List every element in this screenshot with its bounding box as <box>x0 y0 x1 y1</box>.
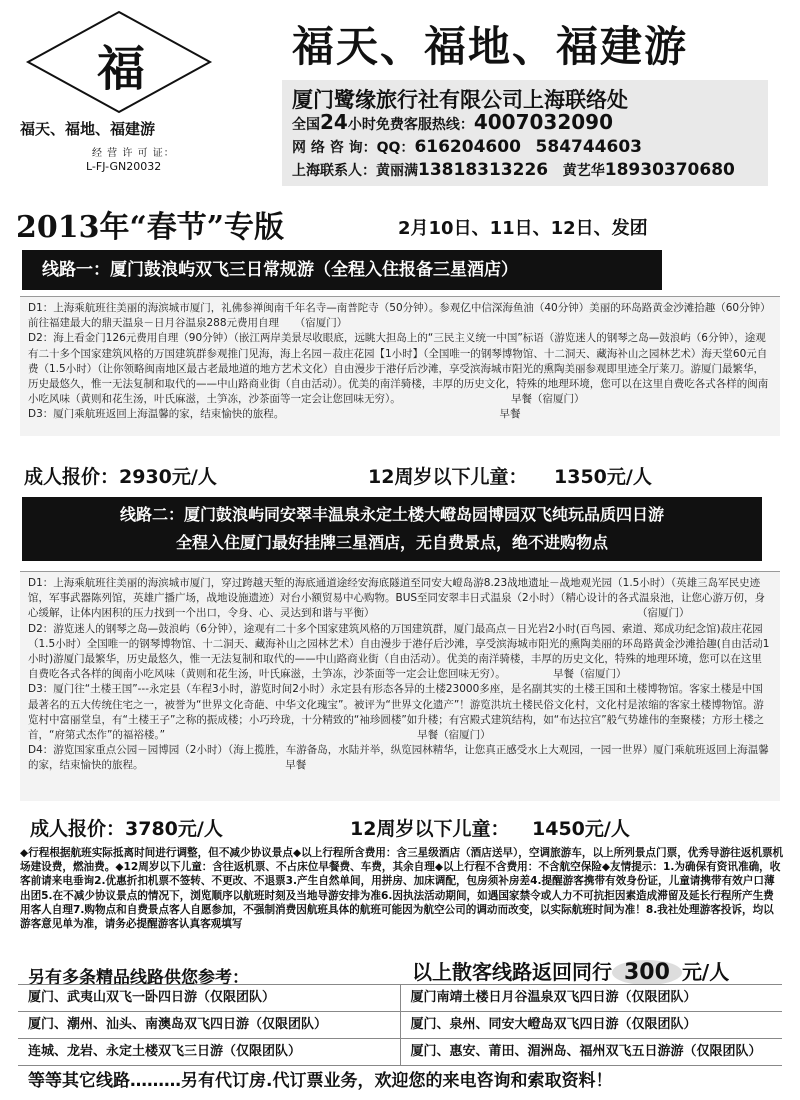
terms-notes: ◆行程根据航班实际抵离时间进行调整，但不减少协议景点◆以上行程所含费用：含三星级酒店（酒店送早），空调旅游车，以上所列景点门票，优秀导游往返机票机场建设费，燃油费。◆12周岁以下儿童：含往返机票、不占床位早餐费、车费，其余自理◆以上行程不含费用：不含航空保险◆友情提示：1.为确保有资讯准确，收客前请来电垂询2.优惠折扣机票不签转、不更改、不退票3.产生自然单间，用拼房、加床调配，包房须补房差4.提醒游客携带有效身份证，儿童请携带有效户口薄出团5.在不减少协议景点的情况下，浏览顺序以航班时刻及当地导游安排为准6.因执法活动期间，如遇国家禁令或人力不可抗拒因素造成滞留及延长行程所产生费用客人自理7.购物点和自费景点客人自愿参加，不强制消费因航班具体的航班可能因为航空公司的调动而改变，以实际航班时间为准！8.我社处理游客投诉，均以游客意见单为准，请务必提醒游客认真客观填写 <box>20 847 784 931</box>
table-row <box>18 1039 782 1066</box>
more-routes-table <box>18 984 782 1066</box>
hotline-number[interactable]: 4007032090 <box>473 110 614 134</box>
route2-day-2: D2：游览迷人的钢琴之岛—鼓浪屿（6分钟），途观有二十多个国家建筑风格的万国建筑群，厦门最高点－日光岩2小时(百鸟园、索道、郑成功纪念馆)菽庄花园（1.5小时）全国唯一的钢琴博物馆、十二洞天、藏海补山之园林艺术）自由漫步于港仔后沙滩，享受滨海城市阳光的熏陶美丽的环岛路黄金沙滩拾趣(自由活动1小时)游厦门最繁华，历史最悠久，惟一无法复制和取代的——中山路商业街（自由活动）。优美的南洋骑楼，丰厚的历史文化，特殊的地理环境，您可以在这里自费吃各式各样的闽南小吃风味（黄则和花生汤，叶氏麻滋，土笋冻，沙茶面等一定会让您回味无穷）。 早餐（宿厦门） <box>28 622 770 681</box>
route2-day-3: D3：厦门往“土楼王国”---永定县（车程3小时，游览时间2小时）永定县有形态各异的土楼23000多座，是名副其实的土楼王国和土楼博物馆。客家土楼是中国最著名的五大传统住宅之一，被誉为“世界文化奇葩、中华文化瑰宝”。被评为“世界文化遗产”！游览洪坑土楼民俗文化村，文化村是浓缩的客家土楼博物馆。游览村中富丽堂皇，有“土楼王子”之称的振成楼；小巧玲珑，十分精致的“袖珍圆楼”如升楼；有宫殿式建筑结构，如“布达拉宫”般气势雄伟的奎聚楼；方形土楼之首，“府第式杰作”的福裕楼。” 早餐（宿厦门） <box>28 683 765 742</box>
route1-day-1: D1：上海乘航班往美丽的海滨城市厦门，礼佛参禅闽南千年名寺—南普陀寺（50分钟）。参观亿中信深海鱼油（40分钟）美丽的环岛路黄金沙滩拾趣（60分钟）前往福建最大的鼎天温泉－日月谷温泉288元费用自理 （宿厦门） <box>28 302 771 330</box>
route1-day-3: D3：厦门乘航班返回上海温馨的家，结束愉快的旅程。 早餐 <box>28 408 521 421</box>
route-cell: 连城、龙岩、永定土楼双飞三日游（仅限团队） <box>28 1044 302 1059</box>
route2-title-line2: 全程入住厦门最好挂牌三星酒店，无自费景点，绝不进购物点 <box>175 533 608 552</box>
qq-line <box>292 137 642 157</box>
promo-banner <box>412 956 729 985</box>
route2-day-4: D4：游览国家重点公园－园博园（2小时）（海上揽胜，车游备岛，水陆并举，纵览园林精华，让您真正感受水上大观园，一园一世界）厦门乘航班返回上海温馨的家，结束愉快的旅程。 早餐 <box>28 744 769 772</box>
route2-day-1: D1：上海乘航班往美丽的海滨城市厦门，穿过跨越天堑的海底通道途经安海底隧道至同安大嶝岛游8.23战地遗址－战地观光园（1.5小时）（英雄三岛军民史迹馆，军事武器陈列馆，英雄广播广场，战地设施遗迹）对台小额贸易中心购物。BUS至同安翠丰日式温泉（2小时）（精心设计的各式温泉池，让您心游万仞，身心缓解，让体内困积的压力找到一个出口，令身、心、灵达到和谐与平衡） （宿厦门） <box>28 577 765 620</box>
license-number: L-FJ-GN20032 <box>86 160 162 173</box>
route2-title <box>22 497 762 561</box>
company-name: 厦门鹭缘旅行社有限公司上海联络处 <box>292 88 628 112</box>
route2-itinerary <box>20 571 780 801</box>
route-cell: 厦门、潮州、汕头、南澳岛双飞四日游（仅限团队） <box>28 1017 328 1032</box>
logo <box>24 8 214 116</box>
route1-adult-price: 成人报价：2930元/人 <box>24 466 217 488</box>
table-row <box>18 1012 782 1039</box>
route2-title-line1: 线路二：厦门鼓浪屿同安翠丰温泉永定土楼大嶝岛园博园双飞纯玩品质四日游 <box>119 505 664 524</box>
contact-label: 上海联系人：黄丽满 <box>292 163 418 179</box>
hotline-prefix: 全国 <box>292 117 320 133</box>
route1-child-label: 12周岁以下儿童： <box>368 466 528 488</box>
route2-child-price: 1450元/人 <box>532 818 630 840</box>
contact-phone-1[interactable]: 13818313226 <box>418 160 549 180</box>
contact-line <box>292 160 735 180</box>
route1-day-2: D2：海上看金门126元费用自理（90分钟）（嵌江两岸美景尽收眼底，远眺大担岛上的“三民主义统一中国”标语（游览迷人的钢琴之岛—鼓浪屿（6分钟），途观有二十多个国家建筑风格的万国建筑群参观推门见海，海上名园－菽庄花园【1小时】（全国唯一的钢琴博物馆、十二洞天、藏海补山之园林艺术）海天堂60元自费（1.5小时）（让你领略闽南地区最古老最地道的地方艺术文化）自由漫步于港仔后沙滩，享受滨海城市阳光的熏陶美丽参观即里迹全厅莱刀。游厦门最繁华，历史最悠久，惟一无法复制和取代的——中山路商业街（自由活动）。优美的南洋骑楼，丰厚的历史文化，特殊的地理环境，您可以在这里自费吃各式各样的闽南小吃风味（黄则和花生汤，叶氏麻滋，土笋冻，沙茶面等一定会让您回味无穷）。 早餐（宿厦门） <box>28 332 769 406</box>
more-routes-title: 另有多条精品线路供您参考： <box>28 968 249 988</box>
footer-text: 等等其它线路………另有代订房.代订票业务，欢迎您的来电咨询和索取资料！ <box>28 1071 613 1091</box>
route-cell: 厦门、泉州、同安大嶝岛双飞四日游（仅限团队） <box>400 1012 783 1038</box>
route-cell: 厦门、武夷山双飞一卧四日游（仅限团队） <box>28 990 276 1005</box>
contact-phone-2[interactable]: 18930370680 <box>604 160 735 180</box>
qq-number-2[interactable]: 584744603 <box>535 137 642 157</box>
logo-slogan: 福天、福地、福建游 <box>20 120 156 138</box>
route1-title: 线路一：厦门鼓浪屿双飞三日常规游（全程入住报备三星酒店） <box>22 250 662 290</box>
promo-prefix: 以上散客线路返回同行 <box>412 960 612 984</box>
qq-label: 网 络 咨 询：QQ： <box>292 140 415 156</box>
promo-suffix: 元/人 <box>681 960 730 984</box>
page-title: 福天、福地、福建游 <box>292 22 689 71</box>
hotline-hours: 24 <box>320 110 348 134</box>
promo-amount: 300 <box>612 960 682 985</box>
route1-child-price: 1350元/人 <box>554 466 652 488</box>
logo-glyph: 福 <box>97 41 146 97</box>
route-cell: 厦门、惠安、莆田、湄洲岛、福州双飞五日游游（仅限团队） <box>400 1039 783 1065</box>
qq-number-1[interactable]: 616204600 <box>414 137 521 157</box>
route2-adult-price: 成人报价：3780元/人 <box>30 818 223 840</box>
route2-child-label: 12周岁以下儿童： <box>350 818 510 840</box>
license-label: 经 营 许 可 证： <box>92 148 175 159</box>
route1-itinerary <box>20 296 780 436</box>
contact-name-2: 黄艺华 <box>562 163 605 179</box>
edition-title: 2013年“春节”专版 <box>16 210 285 245</box>
hotline-line <box>292 110 613 134</box>
departure-dates: 2月10日、11日、12日、发团 <box>398 218 648 239</box>
route-cell: 厦门南靖土楼日月谷温泉双飞四日游（仅限团队） <box>400 985 783 1011</box>
table-row <box>18 984 782 1012</box>
hotline-label: 小时免费客服热线： <box>347 117 474 133</box>
